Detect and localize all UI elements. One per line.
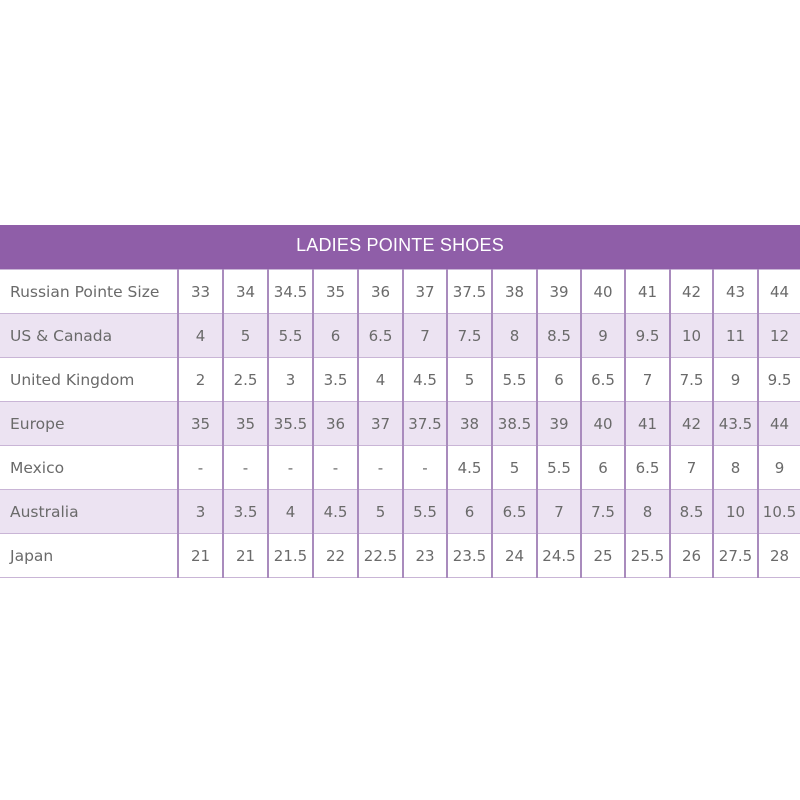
- size-cell: 7.5: [670, 358, 713, 402]
- size-cell: 7.5: [581, 490, 625, 534]
- size-cell: 25.5: [625, 534, 670, 578]
- size-cell: 5: [492, 446, 537, 490]
- size-cell: 5.5: [403, 490, 447, 534]
- size-cell: 9.5: [758, 358, 800, 402]
- size-cell: 4: [178, 314, 223, 358]
- size-cell: 9: [713, 358, 758, 402]
- size-cell: 4: [268, 490, 313, 534]
- size-cell: 37: [403, 270, 447, 314]
- size-cell: 9.5: [625, 314, 670, 358]
- size-cell: 40: [581, 270, 625, 314]
- size-cell: 37.5: [447, 270, 492, 314]
- size-cell: -: [313, 446, 358, 490]
- size-cell: 24.5: [537, 534, 581, 578]
- size-cell: 35.5: [268, 402, 313, 446]
- size-cell: 21: [178, 534, 223, 578]
- size-cell: 35: [223, 402, 268, 446]
- chart-title: LADIES POINTE SHOES: [0, 225, 800, 269]
- size-cell: 34.5: [268, 270, 313, 314]
- row-label: United Kingdom: [0, 358, 178, 402]
- size-cell: 4.5: [403, 358, 447, 402]
- size-cell: 5: [223, 314, 268, 358]
- size-cell: 43: [713, 270, 758, 314]
- size-cell: 12: [758, 314, 800, 358]
- table-row: [0, 270, 800, 314]
- size-cell: 37: [358, 402, 403, 446]
- size-cell: 36: [313, 402, 358, 446]
- size-cell: 5.5: [492, 358, 537, 402]
- size-cell: 41: [625, 270, 670, 314]
- size-cell: 8: [625, 490, 670, 534]
- size-chart: [0, 225, 800, 578]
- size-cell: 40: [581, 402, 625, 446]
- size-cell: 4: [358, 358, 403, 402]
- table-row: [0, 402, 800, 446]
- size-cell: 3.5: [223, 490, 268, 534]
- size-cell: 11: [713, 314, 758, 358]
- size-cell: 8: [492, 314, 537, 358]
- size-cell: 21: [223, 534, 268, 578]
- table-row: [0, 534, 800, 578]
- size-cell: 28: [758, 534, 800, 578]
- size-cell: 2: [178, 358, 223, 402]
- size-cell: 8.5: [670, 490, 713, 534]
- size-cell: 6.5: [492, 490, 537, 534]
- size-cell: 3: [178, 490, 223, 534]
- size-cell: 42: [670, 402, 713, 446]
- size-cell: 23.5: [447, 534, 492, 578]
- size-cell: 35: [178, 402, 223, 446]
- size-cell: 10.5: [758, 490, 800, 534]
- size-cell: 42: [670, 270, 713, 314]
- size-cell: 21.5: [268, 534, 313, 578]
- size-cell: -: [403, 446, 447, 490]
- size-cell: 6: [447, 490, 492, 534]
- table-row: [0, 446, 800, 490]
- size-cell: 6: [581, 446, 625, 490]
- size-cell: 38.5: [492, 402, 537, 446]
- size-cell: 26: [670, 534, 713, 578]
- size-cell: 4.5: [447, 446, 492, 490]
- size-cell: 9: [581, 314, 625, 358]
- size-cell: 5.5: [268, 314, 313, 358]
- row-label: Mexico: [0, 446, 178, 490]
- size-cell: 8.5: [537, 314, 581, 358]
- size-table: [0, 269, 800, 578]
- size-cell: 22.5: [358, 534, 403, 578]
- size-cell: 36: [358, 270, 403, 314]
- size-cell: 10: [713, 490, 758, 534]
- size-cell: 41: [625, 402, 670, 446]
- size-cell: 7.5: [447, 314, 492, 358]
- size-cell: -: [178, 446, 223, 490]
- row-label: Japan: [0, 534, 178, 578]
- size-cell: 23: [403, 534, 447, 578]
- row-label: Australia: [0, 490, 178, 534]
- row-label: Europe: [0, 402, 178, 446]
- size-cell: 34: [223, 270, 268, 314]
- size-cell: 3: [268, 358, 313, 402]
- size-cell: 8: [713, 446, 758, 490]
- size-cell: 43.5: [713, 402, 758, 446]
- size-cell: 5.5: [537, 446, 581, 490]
- size-cell: 6.5: [358, 314, 403, 358]
- size-cell: 6.5: [581, 358, 625, 402]
- size-cell: 44: [758, 270, 800, 314]
- size-cell: 27.5: [713, 534, 758, 578]
- table-row: [0, 358, 800, 402]
- size-cell: 39: [537, 270, 581, 314]
- size-cell: 10: [670, 314, 713, 358]
- size-cell: 3.5: [313, 358, 358, 402]
- table-row: [0, 314, 800, 358]
- size-cell: 4.5: [313, 490, 358, 534]
- size-cell: -: [358, 446, 403, 490]
- size-cell: 7: [625, 358, 670, 402]
- size-cell: 38: [447, 402, 492, 446]
- size-cell: 39: [537, 402, 581, 446]
- size-cell: 35: [313, 270, 358, 314]
- size-cell: 2.5: [223, 358, 268, 402]
- size-cell: 37.5: [403, 402, 447, 446]
- size-cell: 38: [492, 270, 537, 314]
- size-cell: 5: [358, 490, 403, 534]
- size-cell: 9: [758, 446, 800, 490]
- size-cell: 22: [313, 534, 358, 578]
- size-cell: 7: [403, 314, 447, 358]
- size-cell: 25: [581, 534, 625, 578]
- size-cell: 6.5: [625, 446, 670, 490]
- size-cell: 33: [178, 270, 223, 314]
- size-cell: 24: [492, 534, 537, 578]
- row-label: US & Canada: [0, 314, 178, 358]
- size-cell: 44: [758, 402, 800, 446]
- size-cell: -: [268, 446, 313, 490]
- size-cell: 6: [537, 358, 581, 402]
- table-row: [0, 490, 800, 534]
- size-cell: -: [223, 446, 268, 490]
- row-label: Russian Pointe Size: [0, 270, 178, 314]
- size-cell: 5: [447, 358, 492, 402]
- size-cell: 7: [537, 490, 581, 534]
- size-cell: 6: [313, 314, 358, 358]
- size-cell: 7: [670, 446, 713, 490]
